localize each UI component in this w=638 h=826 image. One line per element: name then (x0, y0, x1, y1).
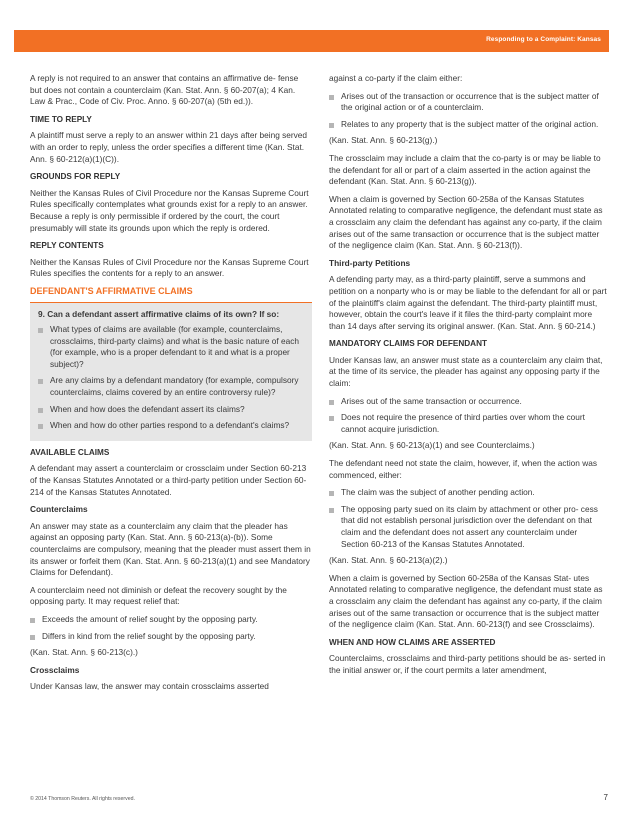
paragraph: Under Kansas law, an answer must state as a counterclaim any claim that, at the time of its service, the pleader has against any opposing party if the claim: (329, 354, 603, 389)
citation: (Kan. Stat. Ann. § 60-213(a)(2).) (329, 555, 448, 566)
header-title: Responding to a Complaint: Kansas (486, 36, 601, 43)
header-banner (14, 30, 609, 52)
list-item: Does not require the presence of third parties over whom the court cannot acquire jurisdiction. (329, 412, 607, 435)
bullet-icon (329, 508, 334, 513)
citation: (Kan. Stat. Ann. § 60-213(a)(1) and see Counterclaims.) (329, 440, 535, 451)
list-item: Relates to any property that is the subject matter of the original action. (329, 119, 607, 131)
list-item: Differs in kind from the relief sought by the opposing party. (30, 631, 312, 643)
bullet-icon (30, 635, 35, 640)
paragraph: Under Kansas law, the answer may contain crossclaims asserted (30, 681, 269, 692)
paragraph: The crossclaim may include a claim that the co-party is or may be liable to the defendant for all or part of a claim asserted in the action against the defendant (Kan. Stat. Ann. § 60-213(g)). (329, 152, 601, 187)
paragraph: When a claim is governed by Section 60-258a of the Kansas Stat- utes Annotated relating to comparative negligence, the defendant must state as a crossclaim any claim the defendant has against any co-party, if the claim arises out of the same transaction or occurrence that is the subject matter of the negligence claim (Kan. Stat. Ann. 60-213(f) and see Crossclaims). (329, 572, 603, 630)
paragraph: Counterclaims, crossclaims and third-party petitions should be as- serted in the initial answer or, if the court permits a later amendment, (329, 653, 606, 675)
bullet-icon (38, 424, 43, 429)
list-item: Exceeds the amount of relief sought by the opposing party. (30, 614, 312, 626)
paragraph: A plaintiff must serve a reply to an answer within 21 days after being served with an order to reply, unless the order specifies a different time (Kan. Stat. Ann. § 60-212(a)(1)(C)). (30, 130, 308, 164)
paragraph: The defendant need not state the claim, however, if, when the action was commenced, either: (329, 458, 597, 480)
section-heading-available: AVAILABLE CLAIMS (30, 447, 110, 457)
paragraph: A counterclaim need not diminish or defeat the recovery sought by the opposing party. It may request relief that: (30, 584, 287, 607)
bullet-icon (329, 491, 334, 496)
subheading-counterclaims: Counterclaims (30, 504, 88, 515)
question-text: 9. Can a defendant assert affirmative claims of its own? If so: (38, 308, 280, 319)
paragraph: against a co-party if the claim either: (329, 73, 463, 83)
list-item: Arises out of the same transaction or occurrence. (329, 396, 607, 408)
bullet-icon (329, 123, 334, 128)
right-column (329, 73, 607, 683)
paragraph: Neither the Kansas Rules of Civil Procedure nor the Kansas Supreme Court Rules specifically contemplates what grounds exist for a reply to an answer. Because a reply is only permissible if ordered by the court, the court presumably will state its grounds upon which the reply is ordered. (30, 187, 309, 233)
page-number: 7 (603, 793, 608, 802)
copyright-notice: © 2014 Thomson Reuters. All rights reserved. (30, 796, 135, 802)
paragraph: A defendant may assert a counterclaim or crossclaim under Section 60-213 of the Kansas Statutes Annotated or a third-party petition under Section 60-214 of the Kansas Statutes Annotated. (30, 463, 307, 497)
list-item: Arises out of the transaction or occurrence that is the subject matter of the original action or of a counterclaim. (329, 91, 607, 114)
paragraph: An answer may state as a counterclaim any claim that the pleader has against an opposing party (Kan. Stat. Ann. § 60-213(a)-(b)). Some counterclaims are compulsory, meaning that the pleader must assert them in its answer or forfeit them (Kan. Stat. Ann. § 60-213(a)(1) and see Mandatory Claims for Defendant). (30, 520, 311, 578)
section-heading-grounds: GROUNDS FOR REPLY (30, 172, 121, 182)
paragraph: Neither the Kansas Rules of Civil Procedure nor the Kansas Supreme Court Rules specifies the contents for a reply to an answer. (30, 256, 309, 279)
section-heading-contents: REPLY CONTENTS (30, 241, 104, 251)
bullet-icon (329, 400, 334, 405)
left-column (30, 73, 312, 699)
subheading-third-party: Third-party Petitions (329, 257, 411, 268)
citation: (Kan. Stat. Ann. § 60-213(g).) (329, 135, 438, 146)
list-item: The opposing party sued on its claim by attachment or other pro- cess that did not establish personal jurisdiction over the defendant on that claim and the defendant does not assert any counterclaim under Section 60-213 of the Kansas Statutes Annotated. (329, 504, 607, 550)
bullet-icon (38, 408, 43, 413)
bullet-icon (329, 95, 334, 100)
section-heading-mandatory: MANDATORY CLAIMS FOR DEFENDANT (329, 339, 487, 349)
bullet-icon (30, 618, 35, 623)
list-item: What types of claims are available (for example, counterclaims, crossclaims, third-party claims) and what is the basic nature of each (for example, who is a proper defendant to it and what is a proper subject)? (38, 324, 304, 370)
paragraph: A defending party may, as a third-party plaintiff, serve a summons and petition on a nonparty who is or may be liable to the defendant for all or part of the plaintiff's claim against the defendant. The third-party plaintiff must, however, obtain the court's leave if it files the third-party complaint more than 14 days after serving its original answer. (Kan. Stat. Ann. § 60-214.) (329, 274, 607, 331)
subheading-crossclaims: Crossclaims (30, 664, 80, 675)
citation: (Kan. Stat. Ann. § 60-213(c).) (30, 647, 138, 658)
list-item: Are any claims by a defendant mandatory (for example, compulsory counterclaims, claims covered by an entire controversy rule)? (38, 375, 304, 398)
section-heading-affirmative: DEFENDANT'S AFFIRMATIVE CLAIMS (30, 285, 193, 296)
bullet-icon (38, 328, 43, 333)
section-heading-when: WHEN AND HOW CLAIMS ARE ASSERTED (329, 637, 496, 647)
list-item: The claim was the subject of another pending action. (329, 487, 607, 499)
bullet-icon (329, 416, 334, 421)
paragraph: When a claim is governed by Section 60-258a of the Kansas Statutes Annotated relating to comparative negligence, the defendant must state as a crossclaim any claim the defendant has against any co-party, if the claim arises out of the same transaction or occurrence that is the subject matter of the negligence claim (Kan. Stat. Ann. § 60-213(f)). (329, 193, 603, 251)
list-item: When and how does the defendant assert its claims? (38, 404, 304, 416)
bullet-icon (38, 379, 43, 384)
paragraph: A reply is not required to an answer that contains an affirmative de- fense but does not contain a counterclaim (Kan. Stat. Ann. § 60-207(a); 4 Kan. Law & Prac., Code of Civ. Proc. Anno. § 60-207(a) (5th ed.)). (30, 73, 299, 107)
list-item: When and how do other parties respond to a defendant's claims? (38, 420, 304, 432)
question-box (30, 302, 312, 441)
section-heading-time: TIME TO REPLY (30, 114, 92, 124)
